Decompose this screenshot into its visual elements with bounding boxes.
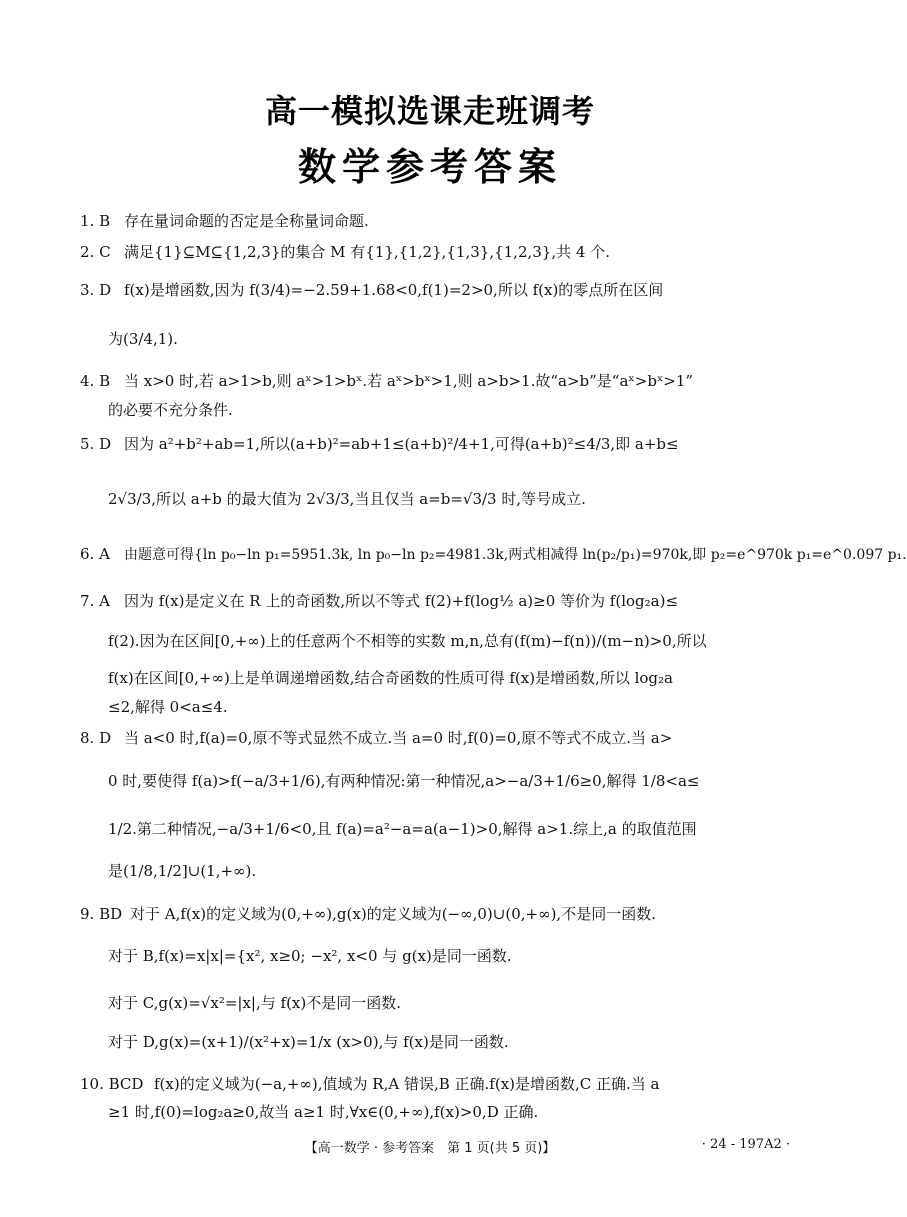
- answer-item: [80, 242, 788, 262]
- answer-continuation: 2√3/3,所以 a+b 的最大值为 2√3/3,当且仅当 a=b=√3/3 时,等号成立.: [108, 490, 586, 508]
- page-title: 高一模拟选课走班调考: [264, 92, 595, 130]
- footer-page-info: 【高一数学 · 参考答案 第 1 页(共 5 页)】: [304, 1141, 556, 1156]
- answer-item: [80, 904, 788, 924]
- answer-text: 当 x>0 时,若 a>1>b,则 aˣ>1>bˣ.若 aˣ>bˣ>1,则 a>b>1.故“a>b”是“aˣ>bˣ>1”: [124, 372, 694, 390]
- answer-text: 对于 A,f(x)的定义域为(0,+∞),g(x)的定义域为(−∞,0)∪(0,+∞),不是同一函数.: [130, 905, 656, 923]
- answer-text: f(x)是增函数,因为 f(3/4)=−2.59+1.68<0,f(1)=2>0,所以 f(x)的零点所在区间: [124, 281, 664, 299]
- answer-item: [80, 280, 788, 300]
- answer-continuation: ≥1 时,f(0)=log₂a≥0,故当 a≥1 时,∀x∈(0,+∞),f(x)>0,D 正确.: [108, 1103, 539, 1121]
- answer-number: 6. A: [80, 545, 110, 563]
- answer-number: 7. A: [80, 592, 110, 610]
- answer-number: 4. B: [80, 372, 111, 390]
- answer-text: 满足{1}⊆M⊆{1,2,3}的集合 M 有{1},{1,2},{1,3},{1,2,3},共 4 个.: [124, 243, 610, 261]
- answer-number: 5. D: [80, 435, 112, 453]
- answer-continuation: 对于 C,g(x)=√x²=|x|,与 f(x)不是同一函数.: [108, 994, 401, 1012]
- answer-continuation: 对于 D,g(x)=(x+1)/(x²+x)=1/x (x>0),与 f(x)是同一函数.: [108, 1033, 509, 1051]
- answer-item: [80, 434, 788, 454]
- page-subtitle: 数学参考答案: [297, 145, 562, 189]
- footer-code: · 24 - 197A2 ·: [701, 1137, 790, 1152]
- answer-text: 当 a<0 时,f(a)=0,原不等式显然不成立.当 a=0 时,f(0)=0,原不等式不成立.当 a>: [124, 729, 673, 747]
- answer-text: 因为 f(x)是定义在 R 上的奇函数,所以不等式 f(2)+f(log½ a)≥0 等价为 f(log₂a)≤: [124, 592, 679, 610]
- answer-text: f(x)的定义域为(−a,+∞),值域为 R,A 错误,B 正确.f(x)是增函数,C 正确.当 a: [154, 1075, 660, 1093]
- answer-text: 存在量词命题的否定是全称量词命题.: [124, 212, 369, 230]
- answer-continuation: 为(3/4,1).: [108, 330, 178, 348]
- answer-continuation: 对于 B,f(x)=x|x|={x², x≥0; −x², x<0 与 g(x)是同一函数.: [108, 947, 512, 965]
- answer-continuation: 0 时,要使得 f(a)>f(−a/3+1/6),有两种情况:第一种情况,a>−a/3+1/6≥0,解得 1/8<a≤: [108, 772, 700, 790]
- answer-number: 2. C: [80, 243, 111, 261]
- answer-number: 9. BD: [80, 905, 123, 923]
- answer-continuation: f(x)在区间[0,+∞)上是单调递增函数,结合奇函数的性质可得 f(x)是增函数,所以 log₂a: [108, 669, 673, 687]
- answer-continuation: 是(1/8,1/2]∪(1,+∞).: [108, 862, 257, 880]
- answer-text: 由题意可得{ln p₀−ln p₁=5951.3k, ln p₀−ln p₂=4981.3k,两式相减得 ln(p₂/p₁)=970k,即 p₂=e^970k p₁=e^0.097 p₁.: [124, 547, 907, 563]
- answer-number: 1. B: [80, 212, 111, 230]
- answer-text: 因为 a²+b²+ab=1,所以(a+b)²=ab+1≤(a+b)²/4+1,可得(a+b)²≤4/3,即 a+b≤: [124, 435, 679, 453]
- answer-item: [80, 591, 788, 611]
- answer-continuation: f(2).因为在区间[0,+∞)上的任意两个不相等的实数 m,n,总有(f(m)−f(n))/(m−n)>0,所以: [108, 632, 707, 650]
- answer-continuation: ≤2,解得 0<a≤4.: [108, 698, 228, 716]
- answer-item: [80, 371, 788, 391]
- answer-number: 10. BCD: [80, 1075, 144, 1093]
- answer-continuation: 1/2.第二种情况,−a/3+1/6<0,且 f(a)=a²−a=a(a−1)>0,解得 a>1.综上,a 的取值范围: [108, 820, 697, 838]
- answer-item: [80, 1074, 788, 1094]
- answer-number: 8. D: [80, 729, 112, 747]
- answer-item: [80, 211, 788, 231]
- answer-item: [80, 728, 788, 748]
- answer-continuation: 的必要不充分条件.: [108, 401, 233, 419]
- answer-item: [80, 544, 907, 565]
- answer-number: 3. D: [80, 281, 112, 299]
